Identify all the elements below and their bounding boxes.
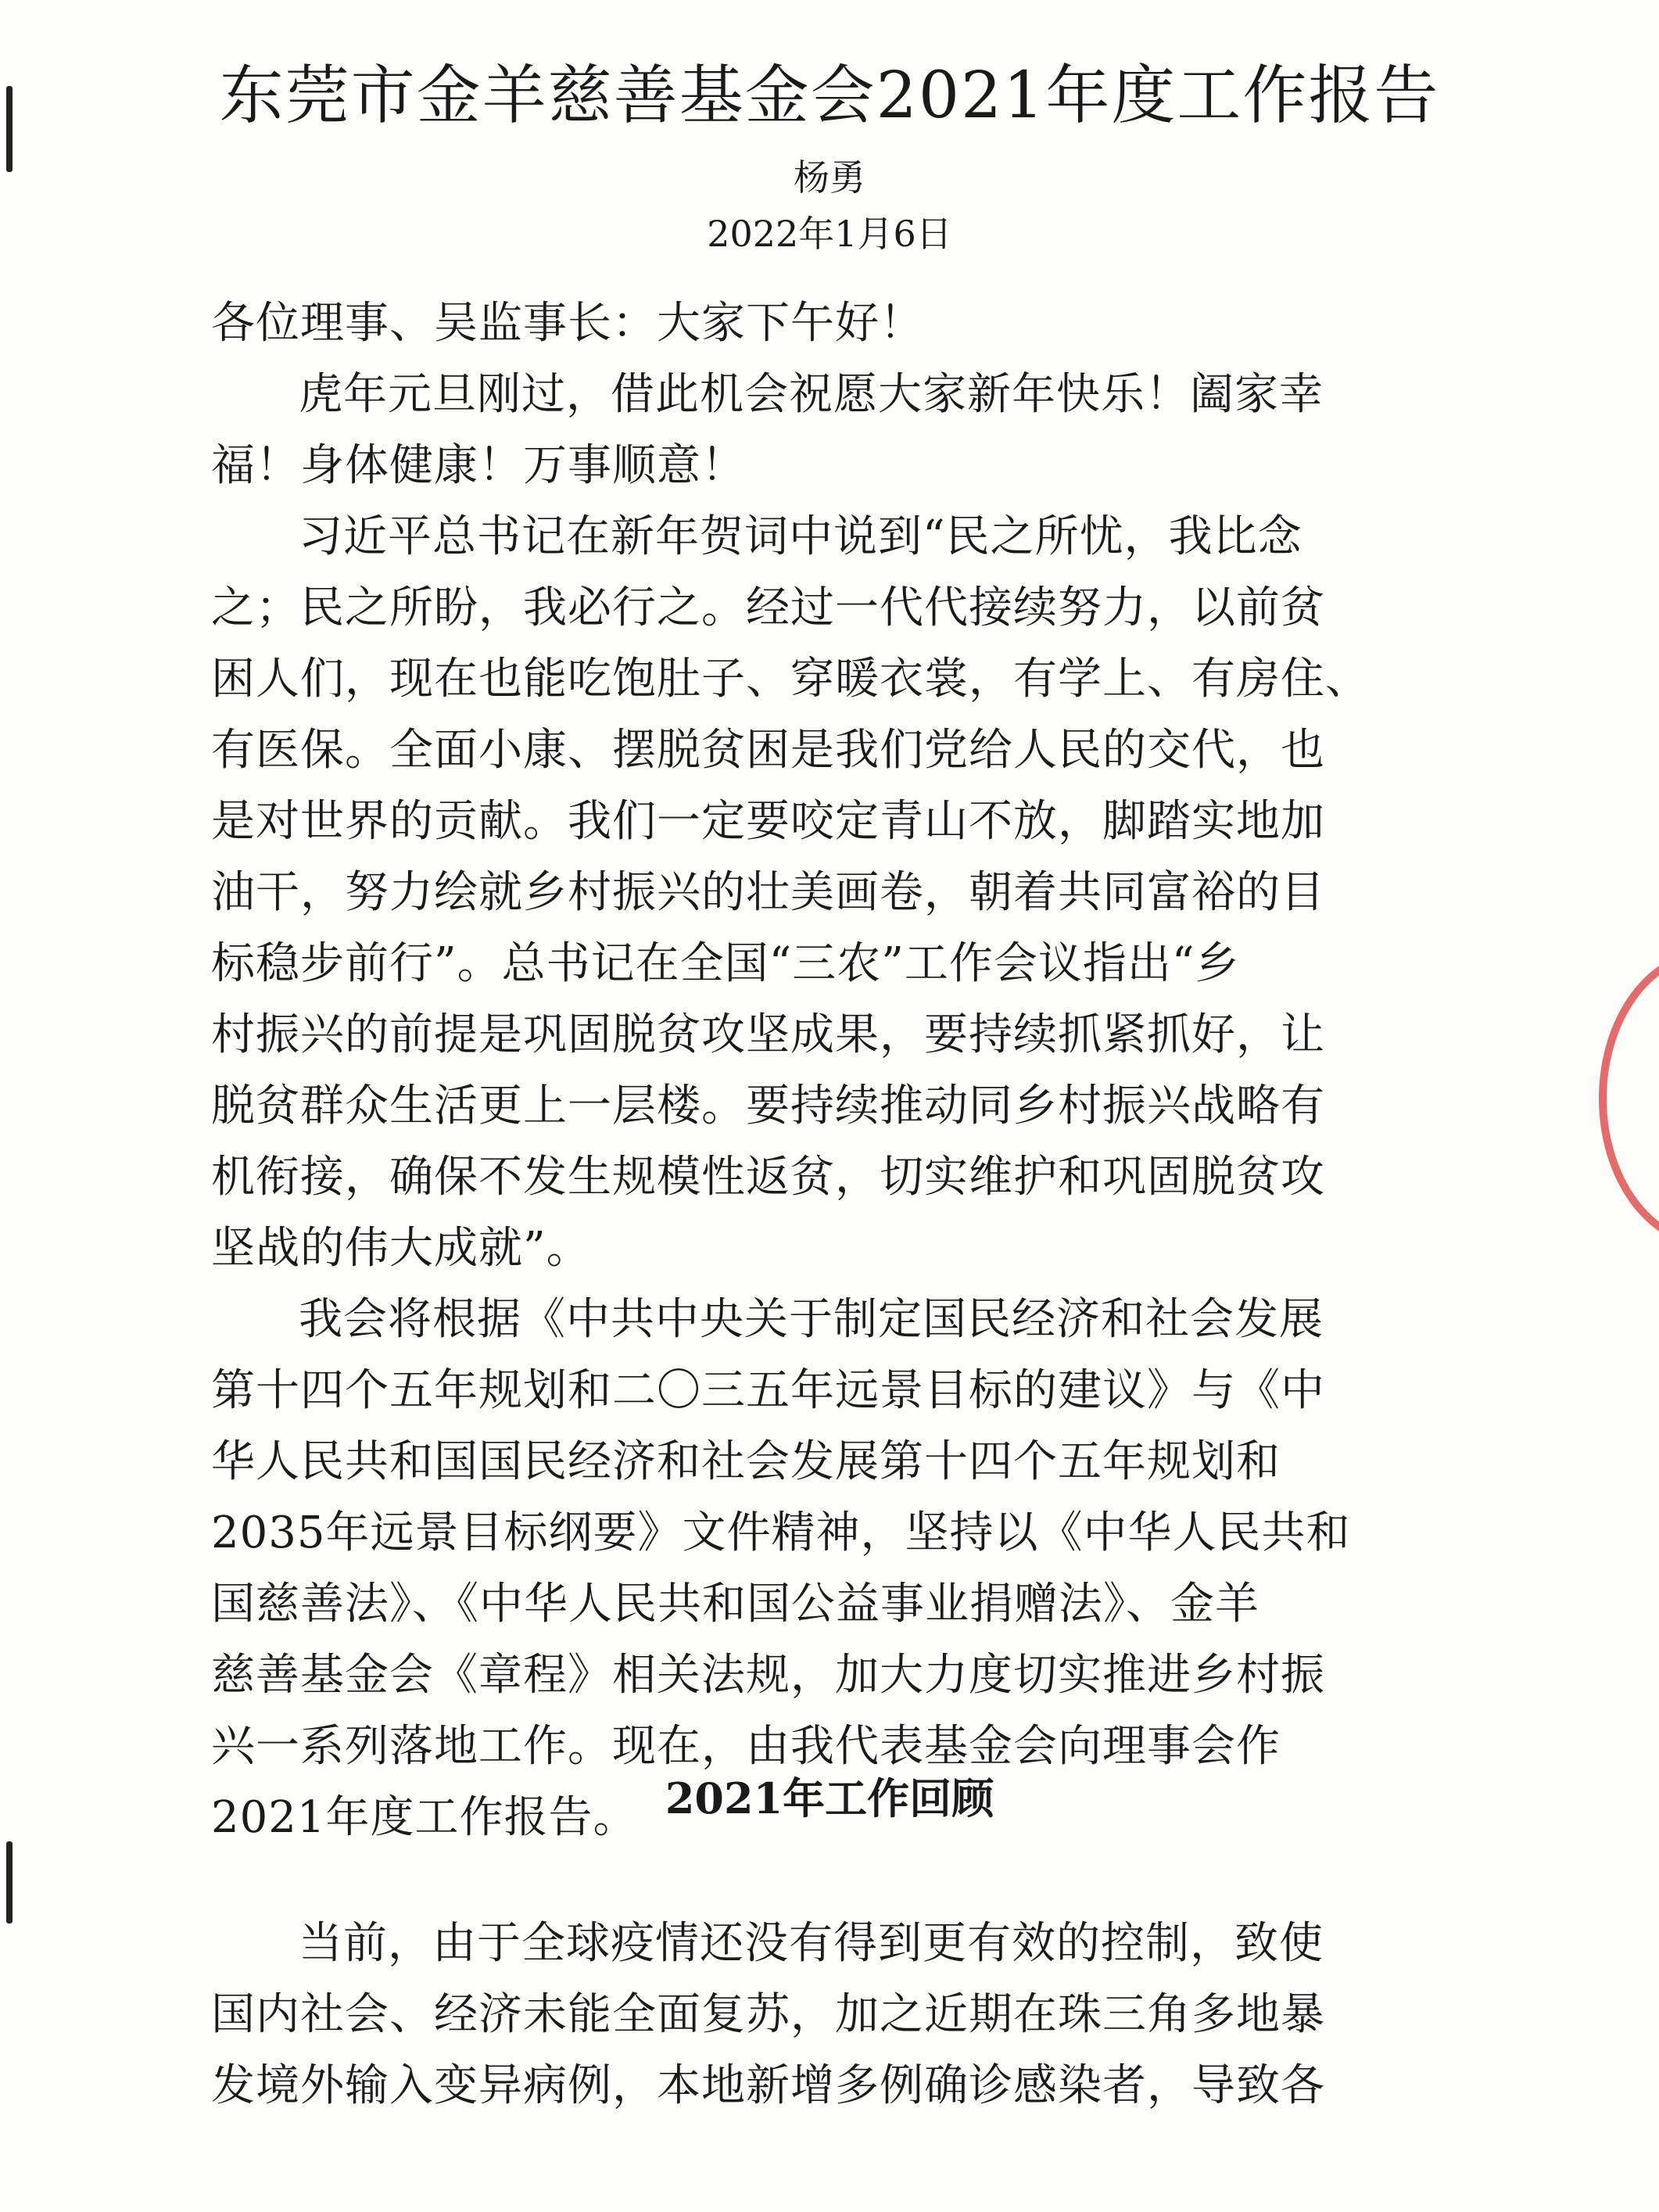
document-title: 东莞市金羊慈善基金会2021年度工作报告 bbox=[219, 59, 1440, 133]
text-line: 油干，努力绘就乡村振兴的壮美画卷，朝着共同富裕的目 bbox=[211, 867, 1325, 918]
text-line: 发境外输入变异病例，本地新增多例确诊感染者，导致各 bbox=[211, 2060, 1325, 2111]
text-line: 之；民之所盼，我必行之。经过一代代接续努力，以前贫 bbox=[211, 583, 1325, 633]
text-line: 坚战的伟大成就”。 bbox=[211, 1223, 591, 1274]
text-line: 国内社会、经济未能全面复苏，加之近期在珠三角多地暴 bbox=[211, 1989, 1325, 2040]
text-line: 第十四个五年规划和二〇三五年远景目标的建议》与《中 bbox=[211, 1365, 1325, 1416]
section-body bbox=[211, 1908, 1462, 2121]
text-line: 2035年远景目标纲要》文件精神，坚持以《中华人民共和 bbox=[211, 1508, 1351, 1558]
text-line: 习近平总书记在新年贺词中说到“民之所忧，我比念 bbox=[299, 511, 1302, 562]
section-heading: 2021年工作回顾 bbox=[665, 1773, 994, 1823]
document-author: 杨勇 bbox=[794, 156, 865, 199]
text-line: 困人们，现在也能吃饱肚子、穿暖衣裳，有学上、有房住、 bbox=[211, 654, 1370, 704]
text-line: 兴一系列落地工作。现在，由我代表基金会向理事会作 bbox=[211, 1721, 1281, 1772]
text-line: 我会将根据《中共中央关于制定国民经济和社会发展 bbox=[299, 1294, 1324, 1345]
text-line: 脱贫群众生活更上一层楼。要持续推动同乡村振兴战略有 bbox=[211, 1081, 1325, 1131]
scan-edge-mark bbox=[6, 1841, 13, 1923]
text-line: 有医保。全面小康、摆脱贫困是我们党给人民的交代，也 bbox=[211, 725, 1325, 776]
text-line: 华人民共和国国民经济和社会发展第十四个五年规划和 bbox=[211, 1436, 1281, 1487]
text-line: 2021年度工作报告。 bbox=[211, 1792, 638, 1843]
document-date: 2022年1月6日 bbox=[707, 213, 952, 255]
text-line: 机衔接，确保不发生规模性返贫，切实维护和巩固脱贫攻 bbox=[211, 1152, 1325, 1203]
text-line: 是对世界的贡献。我们一定要咬定青山不放，脚踏实地加 bbox=[211, 796, 1325, 847]
text-line: 国慈善法》、《中华人民共和国公益事业捐赠法》、金羊 bbox=[211, 1579, 1259, 1629]
text-line: 福！身体健康！万事顺意！ bbox=[211, 440, 746, 491]
text-line: 当前，由于全球疫情还没有得到更有效的控制，致使 bbox=[299, 1918, 1324, 1969]
text-line: 标稳步前行”。总书记在全国“三农”工作会议指出“乡 bbox=[211, 938, 1240, 989]
text-line: 虎年元旦刚过，借此机会祝愿大家新年快乐！阖家幸 bbox=[299, 369, 1324, 420]
document-body bbox=[211, 288, 1462, 1853]
text-line: 村振兴的前提是巩固脱贫攻坚成果，要持续抓紧抓好，让 bbox=[211, 1009, 1325, 1060]
text-line: 各位理事、吴监事长：大家下午好！ bbox=[211, 298, 924, 349]
red-seal-stamp bbox=[1599, 950, 1659, 1247]
text-line: 慈善基金会《章程》相关法规，加大力度切实推进乡村振 bbox=[211, 1650, 1325, 1701]
